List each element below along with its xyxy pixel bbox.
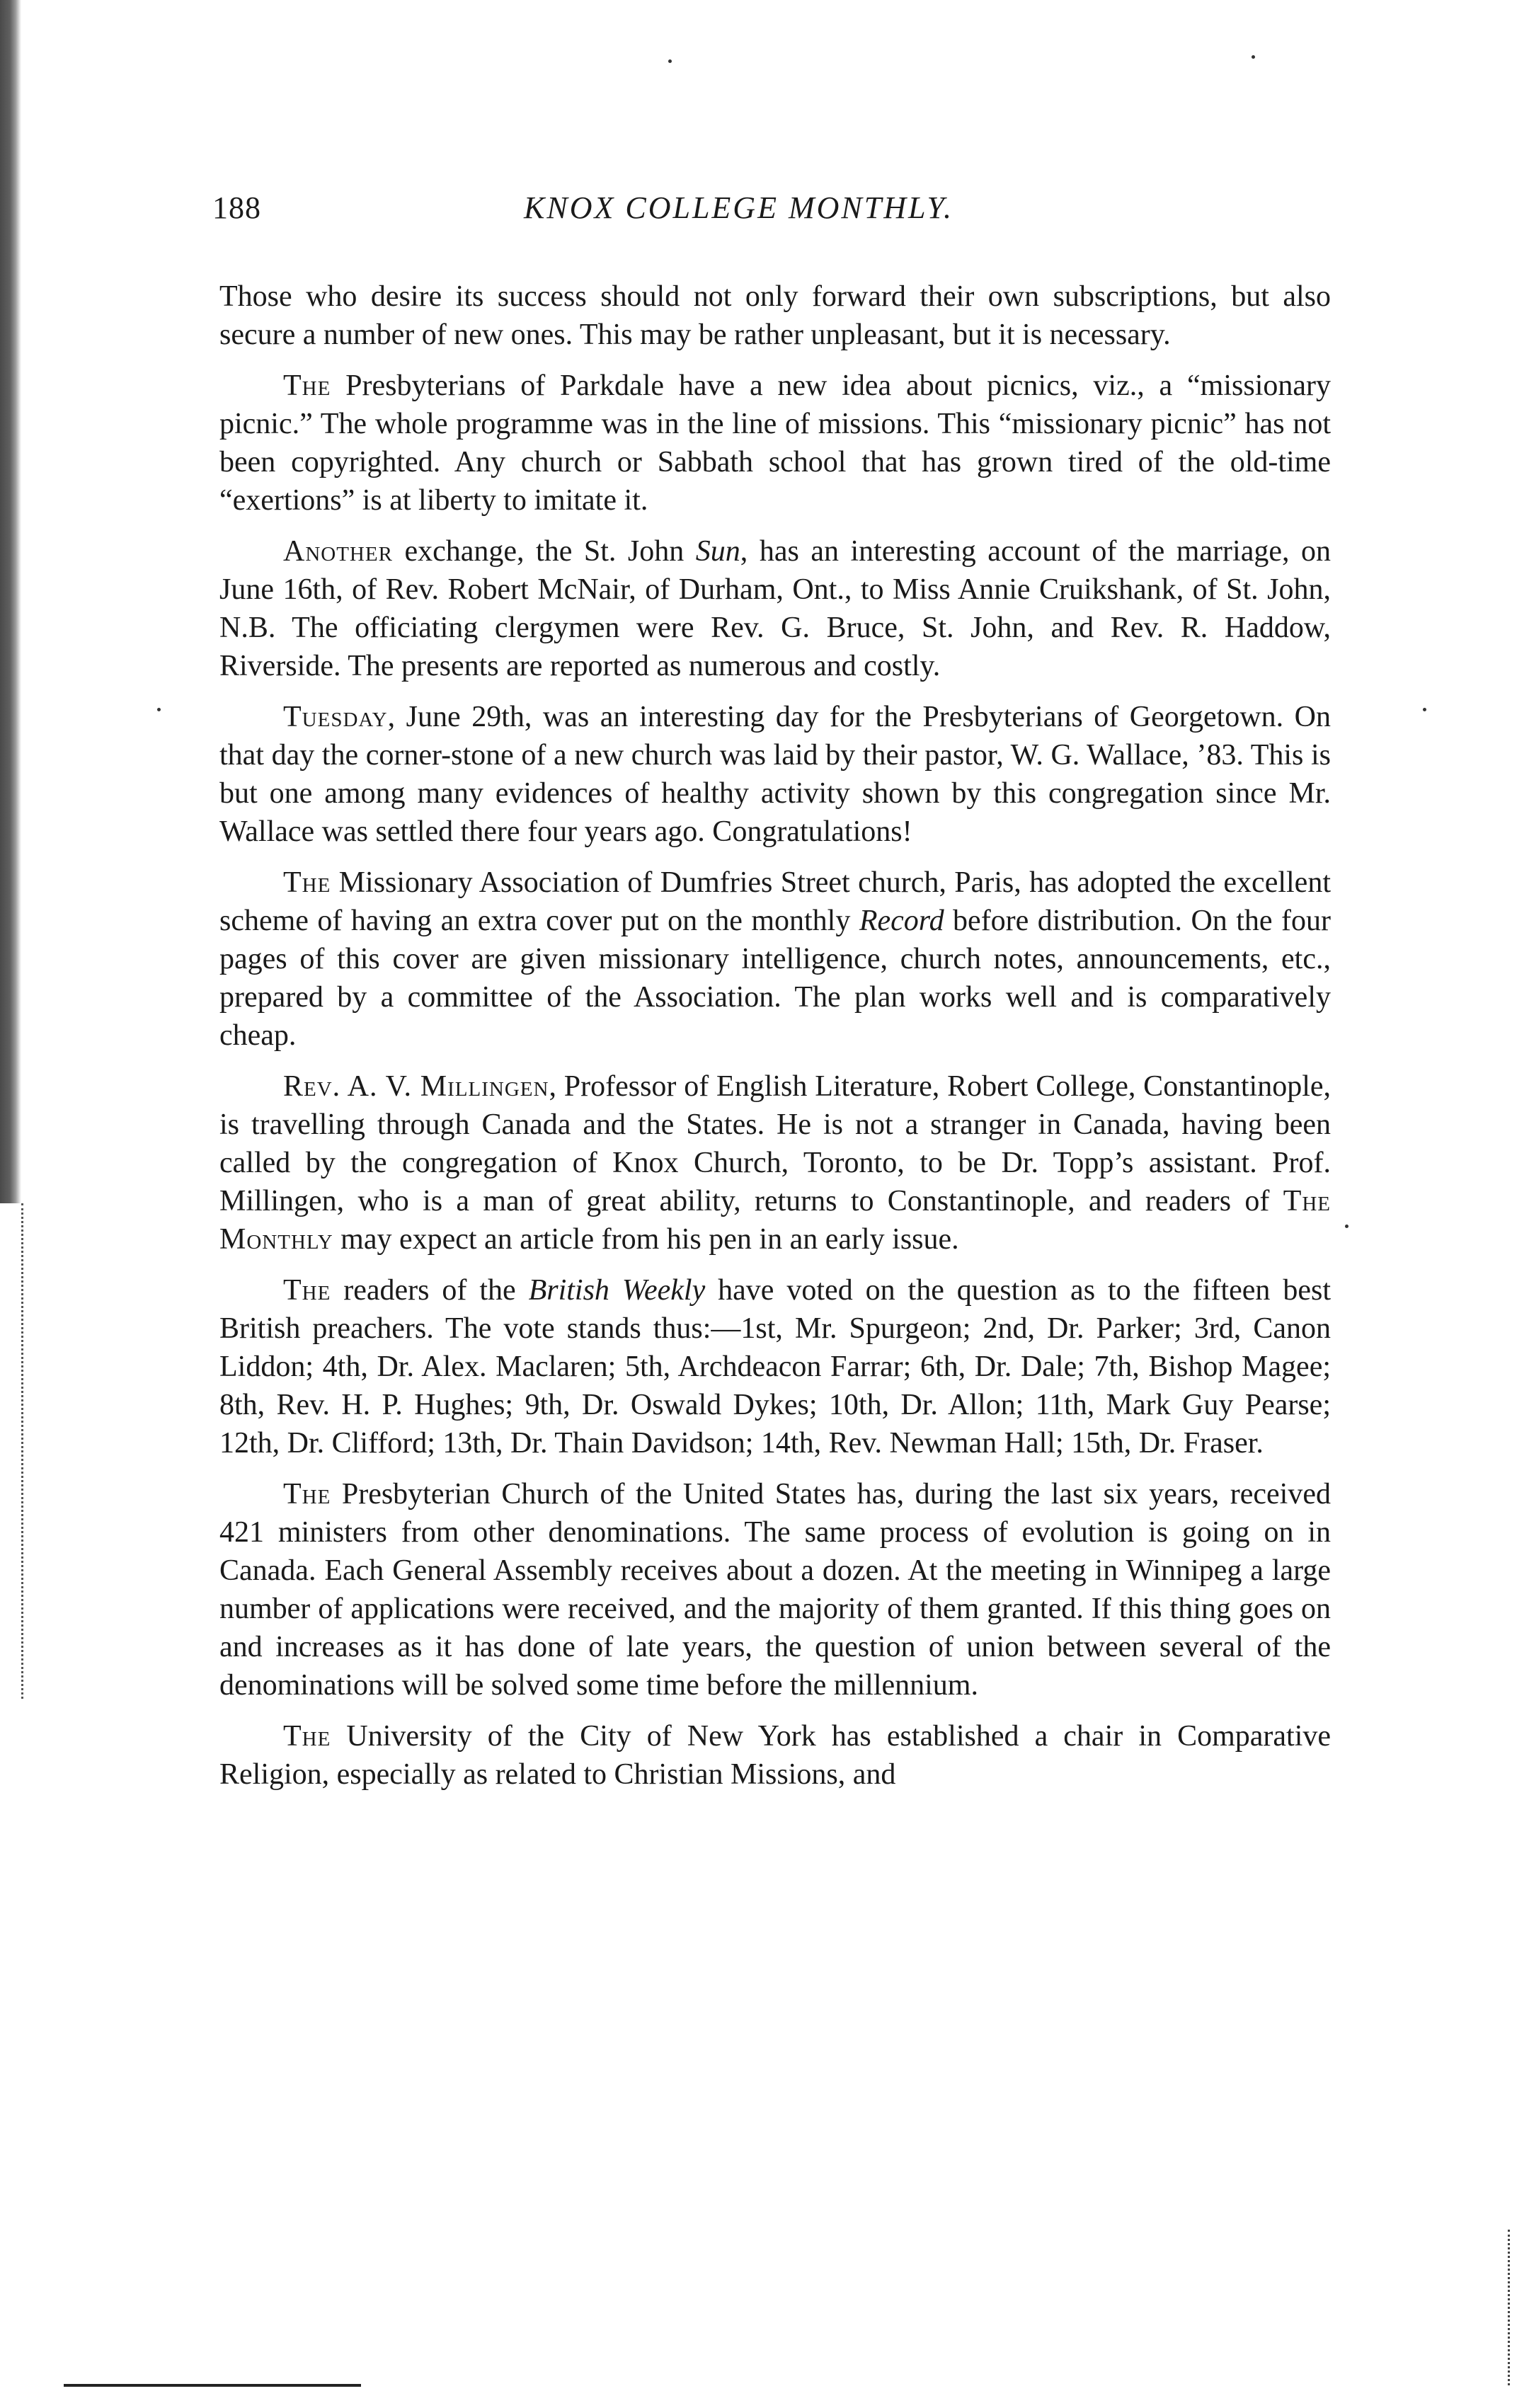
scan-speck bbox=[1252, 55, 1255, 59]
paragraph-text: Those who desire its success should not only forward their own subscriptions, but also secure a number of new ones. This may be rather unpleasant, but it is necessary. bbox=[219, 280, 1331, 351]
paragraph-presbyterian-church-us bbox=[219, 1475, 1331, 1704]
running-title: KNOX COLLEGE MONTHLY. bbox=[524, 190, 954, 225]
bottom-rule bbox=[64, 2384, 361, 2387]
paragraph-lead: Rev. A. V. Millingen bbox=[283, 1070, 549, 1103]
paragraph-millingen bbox=[219, 1067, 1331, 1259]
paragraph-text: may expect an article from his pen in an early issue. bbox=[333, 1223, 959, 1256]
paragraph-british-weekly bbox=[219, 1271, 1331, 1462]
paragraph-italic: British Weekly bbox=[528, 1274, 706, 1307]
paragraph-lead: The bbox=[283, 1720, 331, 1753]
paragraph-text: exchange, the St. John bbox=[392, 535, 696, 568]
paragraph-text: , has an interesting account of the marriage, on June 16th, of Rev. Robert McNair, of Durham, Ont., to Miss Annie Cruikshank, of St. John, N.B. The officiating clergymen were Rev. G. Bruce, St. John, and Rev. R. Haddow, Riverside. The presents are reported as numerous and costly. bbox=[219, 535, 1332, 682]
paragraph-lead: The bbox=[283, 1478, 331, 1510]
paragraph-lead: Tuesday bbox=[283, 701, 388, 733]
paragraph-text: , June 29th, was an interesting day for the Presbyterians of Georgetown. On that day the corner-stone of a new church was laid by their pastor, W. G. Wallace, ’83. This is but one among many evidences of healthy activity shown by this congregation since Mr. Wallace was settled there four years ago. Congratulations! bbox=[219, 701, 1331, 848]
paragraph-text: have voted on the question as to the fifteen best British preachers. The vote stands thus:—1st, Mr. Spurgeon; 2nd, Dr. Parker; 3rd, Canon Liddon; 4th, Dr. Alex. Maclaren; 5th, Archdeacon Farrar; 6th, Dr. Dale; 7th, Bishop Magee; 8th, Rev. H. P. Hughes; 9th, Dr. Oswald Dykes; 10th, Dr. Allon; 11th, Mark Guy Pearse; 12th, Dr. Clifford; 13th, Dr. Thain Davidson; 14th, Rev. Newman Hall; 15th, Dr. Fraser. bbox=[219, 1274, 1331, 1460]
page-binding-edge bbox=[0, 0, 21, 1203]
paragraph-text: , Professor of English Literature, Robert College, Constantinople, is travelling through Canada and the States. He is not a stranger in Canada, having been called by the congregation of Knox Church, Toronto, to be Dr. Topp’s assistant. Prof. Millingen, who is a man of great ability, returns to Constantinople, and readers of bbox=[219, 1070, 1332, 1217]
paragraph-text: Missionary Association of Dumfries Street church, Paris, has adopted the excellent scheme of having an extra cover put on the monthly bbox=[219, 866, 1331, 937]
paragraph-parkdale-picnic bbox=[219, 367, 1331, 520]
paragraph-georgetown bbox=[219, 698, 1331, 851]
paragraph-text: before distribution. On the four pages of this cover are given missionary intelligence, church notes, announcements, etc., prepared by a committee of the Association. The plan works well and is comparatively cheap. bbox=[219, 905, 1332, 1052]
scan-speck bbox=[157, 708, 161, 711]
paragraph-italic: Sun bbox=[695, 535, 740, 568]
paragraph-lead: Another bbox=[283, 535, 393, 568]
paragraph-text: readers of the bbox=[331, 1274, 529, 1307]
paragraph-st-john-sun bbox=[219, 532, 1331, 685]
page-number: 188 bbox=[212, 190, 261, 225]
margin-dotted-mark bbox=[1508, 2230, 1513, 2385]
paragraph-text: University of the City of New York has established a chair in Comparative Religion, especially as related to Christian Missions, and bbox=[219, 1720, 1331, 1791]
paragraph-lead: The bbox=[283, 369, 331, 402]
scan-speck bbox=[1345, 1225, 1348, 1228]
paragraph-text: Presbyterians of Parkdale have a new idea about picnics, viz., a “missionary picnic.” The whole programme was in the line of missions. This “missionary picnic” has not been copyrighted. Any church or Sabbath school that has grown tired of the old-time “exertions” is at liberty to imitate it. bbox=[219, 369, 1331, 517]
paragraph-lead: The bbox=[283, 866, 331, 899]
paragraph-italic: Record bbox=[859, 905, 944, 937]
paragraph-subscriptions bbox=[219, 277, 1331, 354]
paragraph-lead: The bbox=[283, 1274, 331, 1307]
text-column bbox=[219, 277, 1331, 1806]
scan-speck bbox=[1423, 708, 1426, 711]
page-header bbox=[212, 190, 1331, 239]
binding-dotted-marks bbox=[21, 1203, 29, 1699]
paragraph-text: Presbyterian Church of the United States has, during the last six years, received 421 ministers from other denominations. The same process of evolution is going on in Canada. Each General Assembly receives about a dozen. At the meeting in Winnipeg a large number of applications were received, and the majority of them granted. If this thing goes on and increases as it has done of late years, the question of union between several of the denominations will be solved some time before the millennium. bbox=[219, 1478, 1331, 1702]
scan-speck bbox=[668, 59, 672, 63]
paragraph-dumfries-street bbox=[219, 864, 1331, 1055]
paragraph-university-new-york bbox=[219, 1717, 1331, 1794]
paragraph-small-caps: The Monthly bbox=[219, 1185, 1331, 1256]
